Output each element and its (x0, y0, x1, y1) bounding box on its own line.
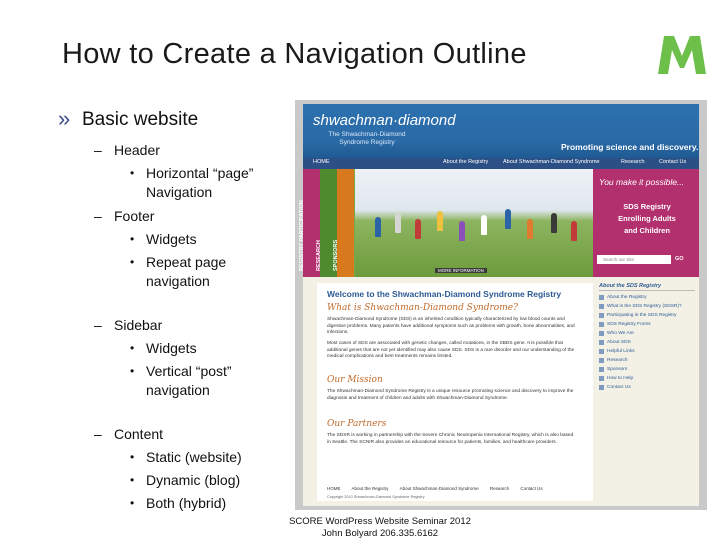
site-paragraph: The SDSR is working in partnership with the Severe Chronic Neutropenia International Registry, which is also based in Seattle. The SCNIR also provides an educational resource for patients, families, and healthcare providers. (327, 433, 574, 445)
site-sidebar (599, 283, 695, 392)
site-nav-item[interactable]: About the Registry (443, 159, 489, 165)
site-sidebar-item[interactable]: Sponsors (599, 365, 695, 374)
site-body (303, 277, 699, 506)
outline-footer: – Footer (94, 208, 155, 224)
site-sidebar-item[interactable]: How to Help (599, 374, 695, 383)
site-sidebar-item[interactable]: About SDS (599, 338, 695, 347)
hero-photo (355, 169, 593, 277)
site-vertical-tabs (299, 169, 355, 277)
site-promo: You make it possible... SDS Registry Enrolling Adults and Children Search our Site GO (593, 169, 699, 277)
site-brand-sub: The Shwachman-Diamond Syndrome Registry (328, 131, 406, 146)
website-screenshot (295, 100, 707, 510)
site-search-input[interactable]: Search our Site (597, 255, 671, 264)
site-sidebar-item[interactable]: Contact Us (599, 383, 695, 392)
outline-header-item: • Horizontal “page” Navigation (130, 165, 254, 200)
site-paragraph: Shwachman-Diamond Syndrome (SDS) is an inherited condition typically characterized by low blood counts and digestive problems. Many patients have additional symptoms such as problems with growth, bone abnormalities, and infections. (327, 317, 575, 335)
outline-content: – Content (94, 426, 164, 442)
site-sidebar-item[interactable]: SDS Registry Forms (599, 320, 695, 329)
site-copyright: Copyright 2010 Shwachman-Diamond Syndrome Registry (327, 495, 425, 499)
outline-header: – Header (94, 142, 160, 158)
site-nav (303, 158, 699, 169)
site-footer-nav (327, 486, 587, 491)
site-footer-nav-item[interactable]: HOME (327, 486, 341, 491)
site-nav-item[interactable]: Contact Us (659, 159, 687, 165)
outline-content-item: • Dynamic (blog) (130, 472, 241, 488)
tab-registry-participation[interactable]: REGISTRY PARTICIPATION (303, 169, 320, 277)
site-footer-nav-item[interactable]: About the Registry (351, 486, 389, 491)
outline-sidebar: – Sidebar (94, 317, 163, 333)
site-brand: shwachman·diamond (313, 112, 456, 129)
site-nav-item[interactable]: About Shwachman-Diamond Syndrome (503, 159, 600, 165)
outline-content-item: • Both (hybrid) (130, 495, 227, 511)
site-heading-partners: Our Partners (327, 419, 387, 429)
site-sidebar-item[interactable]: Research (599, 356, 695, 365)
site-footer-nav-item[interactable]: About Shwachman-Diamond Syndrome (399, 486, 479, 491)
site-sidebar-item[interactable]: Who We Are (599, 329, 695, 338)
site-sidebar-item[interactable]: Helpful Links (599, 347, 695, 356)
slide-title: How to Create a Navigation Outline (62, 38, 527, 70)
site-content (317, 283, 593, 501)
site-sidebar-item[interactable]: About the Registry (599, 293, 695, 302)
slide-footer: SCORE WordPress Website Seminar 2012 John Bolyard 206.335.6162 (289, 516, 471, 539)
outline-content-item: • Static (website) (130, 449, 242, 465)
site-search-go-button[interactable]: GO (675, 256, 684, 262)
site-welcome: Welcome to the Shwachman-Diamond Syndrome Registry (327, 289, 562, 299)
more-info-button[interactable]: MORE INFORMATION (435, 268, 487, 273)
site-footer-nav-item[interactable]: Contact Us (520, 486, 543, 491)
site-footer-nav-item[interactable]: Research (489, 486, 510, 491)
site-hero (299, 169, 699, 277)
site-nav-item[interactable]: Research (621, 159, 645, 165)
site-heading-mission: Our Mission (327, 375, 383, 385)
outline-heading: » Basic website (58, 106, 199, 131)
site-tagline: Promoting science and discovery. (561, 142, 699, 152)
tab-sponsors[interactable]: SPONSORS (337, 169, 354, 277)
navigation-outline (58, 108, 298, 513)
outline-sidebar-item: • Vertical “post” navigation (130, 363, 232, 398)
bullet-icon: » (58, 106, 71, 131)
outline-sidebar-item: • Widgets (130, 340, 197, 356)
site-sidebar-item[interactable]: Participating in the SDS Registry (599, 311, 695, 320)
site-header (303, 104, 699, 158)
tab-research[interactable]: RESEARCH (320, 169, 337, 277)
m-logo-icon (652, 26, 712, 82)
site-paragraph: Most cases of SDS are associated with genetic changes, called mutations, in the SBDS gene. It is possible that additional genes that are not yet identified may also cause SDS. SDS is a rare disorder and our understanding of the medical complications and best treatments remains limited. (327, 341, 575, 359)
outline-footer-item: • Widgets (130, 231, 197, 247)
site-nav-item[interactable]: HOME (313, 159, 330, 165)
site-sidebar-heading: About the SDS Registry (599, 283, 695, 291)
outline-footer-item: • Repeat page navigation (130, 254, 227, 289)
site-sidebar-item[interactable]: What is the SDS Registry (SDSR)? (599, 302, 695, 311)
site-heading-what: What is Shwachman-Diamond Syndrome? (327, 303, 518, 313)
site-paragraph: The Shwachman-Diamond Syndrome Registry is a unique resource promoting science and discovery to improve the diagnosis and treatment of children and adults with Shwachman-Diamond Syndrome. (327, 389, 574, 401)
